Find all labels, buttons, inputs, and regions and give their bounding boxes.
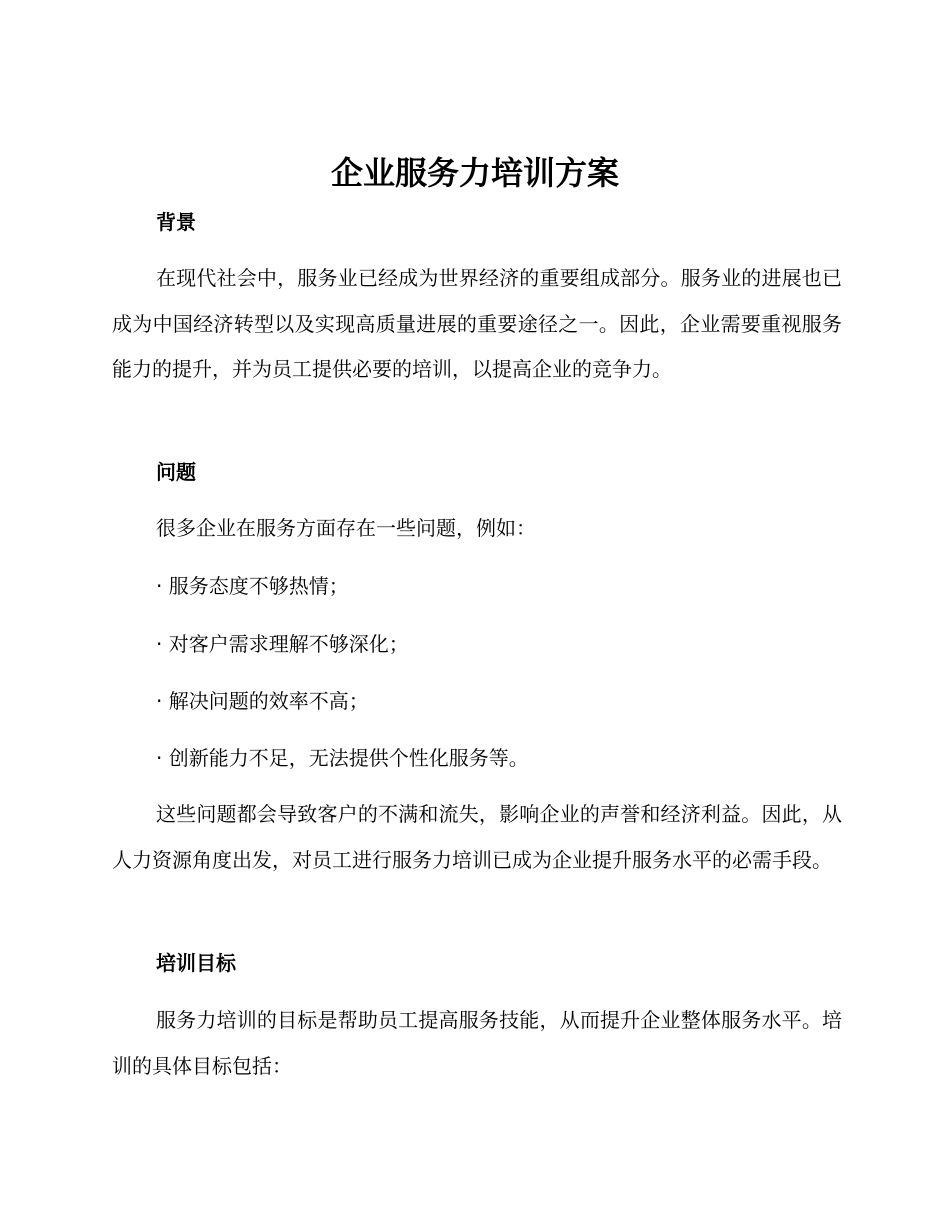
background-paragraph: 在现代社会中，服务业已经成为世界经济的重要组成部分。服务业的进展也已成为中国经济转型以及实现高质量进展的重要途径之一。因此，企业需要重视服务能力的提升，并为员工提供必要的培训，以提高企业的竞争力。	[112, 266, 842, 381]
goals-paragraph: 服务力培训的目标是帮助员工提高服务技能，从而提升企业整体服务水平。培训的具体目标包括：	[112, 1008, 842, 1078]
section-heading-background: 背景	[156, 210, 196, 234]
problems-conclusion-paragraph: 这些问题都会导致客户的不满和流失，影响企业的声誉和经济利益。因此，从人力资源角度出发，对员工进行服务力培训已成为企业提升服务水平的必需手段。	[112, 802, 842, 872]
problem-list-item: · 解决问题的效率不高；	[156, 689, 369, 713]
section-heading-problems: 问题	[156, 460, 196, 484]
document-title: 企业服务力培训方案	[330, 154, 619, 192]
problem-list-item: · 创新能力不足，无法提供个性化服务等。	[156, 746, 529, 770]
problem-list-item: · 对客户需求理解不够深化；	[156, 632, 409, 656]
problem-list-item: · 服务态度不够热情；	[156, 574, 349, 598]
problems-intro: 很多企业在服务方面存在一些问题，例如：	[156, 516, 536, 540]
section-heading-goals: 培训目标	[156, 951, 236, 975]
